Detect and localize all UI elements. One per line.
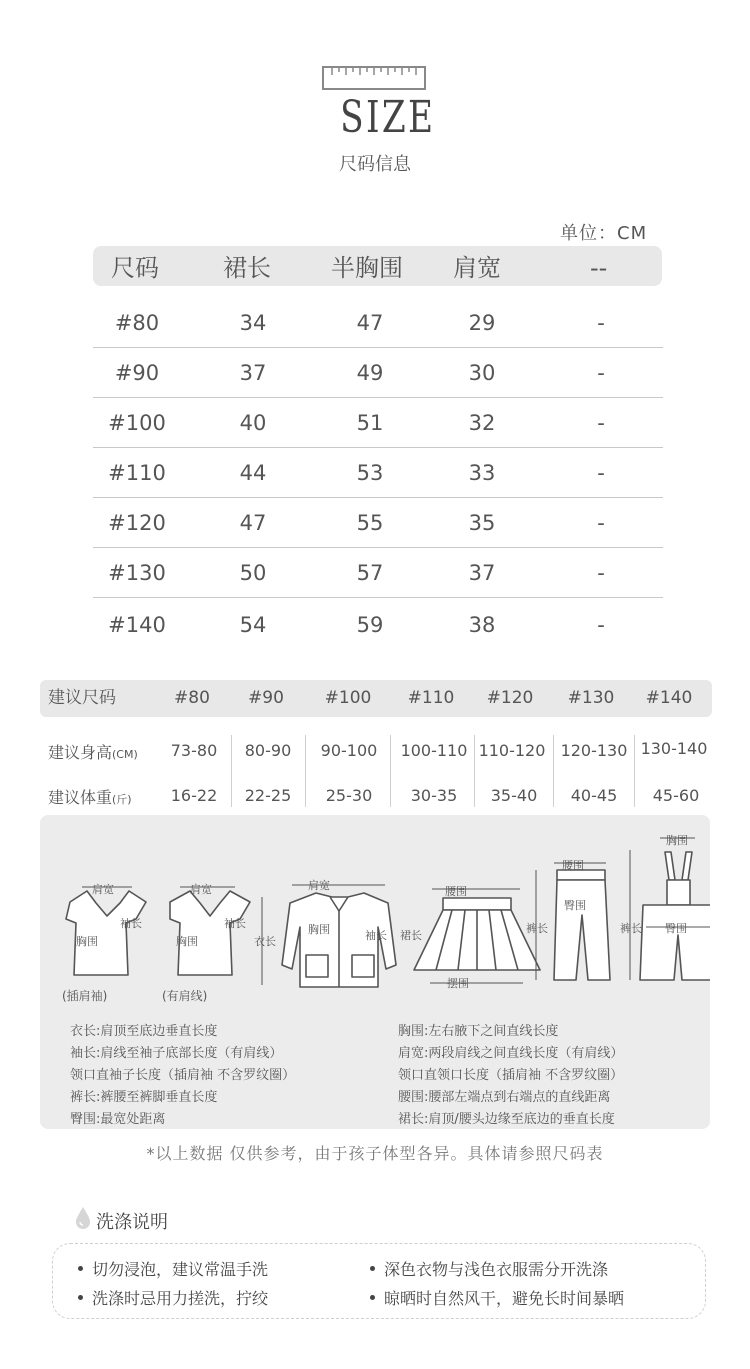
cell-size: #90 bbox=[114, 361, 160, 385]
water-drop-icon bbox=[74, 1206, 92, 1230]
cell-size: #80 bbox=[114, 311, 160, 335]
label-chest: 胸围 bbox=[76, 935, 98, 948]
page-subtitle: 尺码信息 bbox=[339, 154, 411, 175]
cell-half-chest: 57 bbox=[356, 561, 384, 585]
cell-size: #110 bbox=[108, 461, 166, 485]
label-sleeve: 袖长 bbox=[365, 929, 387, 942]
table-row bbox=[93, 548, 663, 598]
table-row bbox=[93, 348, 663, 398]
rec-size: #80 bbox=[174, 688, 210, 708]
cell-extra: - bbox=[597, 411, 605, 435]
label-waist: 腰围 bbox=[562, 859, 584, 872]
rec-weight: 30-35 bbox=[410, 786, 458, 805]
cell-skirt-length: 40 bbox=[239, 411, 267, 435]
recommend-table-header bbox=[40, 680, 712, 717]
label-length: 衣长 bbox=[254, 935, 276, 948]
cell-extra: - bbox=[597, 461, 605, 485]
column-divider bbox=[553, 735, 554, 807]
cell-shoulder: 30 bbox=[468, 361, 496, 385]
rec-height: 100-110 bbox=[400, 741, 468, 760]
washing-item: 晾晒时自然风干，避免长时间暴晒 bbox=[370, 1286, 624, 1309]
label-chest: 胸围 bbox=[176, 935, 198, 948]
table-row bbox=[93, 298, 663, 348]
cell-extra: - bbox=[597, 361, 605, 385]
rec-weight: 25-30 bbox=[325, 786, 373, 805]
measurement-diagram-panel bbox=[40, 815, 710, 1129]
table-row bbox=[93, 498, 663, 548]
cell-size: #100 bbox=[108, 411, 166, 435]
washing-item: 切勿浸泡，建议常温手洗 bbox=[78, 1257, 268, 1280]
bullet-icon bbox=[370, 1266, 375, 1271]
rec-size: #140 bbox=[645, 688, 693, 708]
cell-half-chest: 47 bbox=[356, 311, 384, 335]
page-title: SIZE bbox=[340, 92, 436, 143]
cell-skirt-length: 50 bbox=[239, 561, 267, 585]
cell-shoulder: 35 bbox=[468, 511, 496, 535]
rec-weight: 45-60 bbox=[652, 786, 700, 805]
cell-shoulder: 37 bbox=[468, 561, 496, 585]
cell-extra: - bbox=[597, 613, 605, 637]
rec-height: 120-130 bbox=[560, 741, 628, 760]
definition-right: 胸围:左右腋下之间直线长度 bbox=[398, 1024, 559, 1039]
rec-weight: 16-22 bbox=[170, 786, 218, 805]
weight-label: 建议体重(斤) bbox=[48, 788, 132, 807]
definition-left: 裤长:裤腰至裤脚垂直长度 bbox=[70, 1090, 218, 1105]
height-label: 建议身高(CM) bbox=[48, 743, 138, 762]
table-row bbox=[93, 398, 663, 448]
cell-half-chest: 49 bbox=[356, 361, 384, 385]
washing-item: 洗涤时忌用力搓洗，拧绞 bbox=[78, 1286, 268, 1309]
caption-raglan: (插肩袖) bbox=[62, 989, 108, 1003]
ruler-icon bbox=[322, 66, 426, 92]
washing-item: 深色衣物与浅色衣服需分开洗涤 bbox=[370, 1257, 608, 1280]
rec-size: #110 bbox=[407, 688, 455, 708]
cell-skirt-length: 47 bbox=[239, 511, 267, 535]
cell-shoulder: 29 bbox=[468, 311, 496, 335]
column-divider bbox=[231, 735, 232, 807]
column-divider bbox=[474, 735, 475, 807]
rec-height: 80-90 bbox=[244, 741, 292, 760]
rec-height: 130-140 bbox=[640, 739, 708, 758]
definition-left: 领口直袖子长度（插肩袖 不含罗纹圈） bbox=[70, 1068, 296, 1083]
label-shoulder: 肩宽 bbox=[92, 883, 114, 896]
cell-skirt-length: 44 bbox=[239, 461, 267, 485]
cell-half-chest: 59 bbox=[356, 613, 384, 637]
column-divider bbox=[390, 735, 391, 807]
label-hip: 臀围 bbox=[564, 899, 586, 912]
definition-right: 领口直领口长度（插肩袖 不含罗纹圈） bbox=[398, 1068, 624, 1083]
label-pants-length: 裤长 bbox=[620, 922, 642, 935]
label-pants-length: 裤长 bbox=[526, 922, 548, 935]
cell-shoulder: 33 bbox=[468, 461, 496, 485]
cell-size: #130 bbox=[108, 561, 166, 585]
header-shoulder: 肩宽 bbox=[453, 254, 501, 282]
label-waist: 腰围 bbox=[445, 885, 467, 898]
bullet-icon bbox=[78, 1295, 83, 1300]
column-divider bbox=[634, 735, 635, 807]
bullet-icon bbox=[370, 1295, 375, 1300]
cell-half-chest: 53 bbox=[356, 461, 384, 485]
disclaimer-text: *以上数据 仅供参考，由于孩子体型各异。具体请参照尺码表 bbox=[146, 1144, 604, 1163]
label-shoulder: 肩宽 bbox=[308, 879, 330, 892]
definition-left: 臀围:最宽处距离 bbox=[70, 1112, 166, 1127]
definition-right: 肩宽:两段肩线之间直线长度（有肩线） bbox=[398, 1046, 624, 1061]
cell-half-chest: 51 bbox=[356, 411, 384, 435]
rec-size: #130 bbox=[567, 688, 615, 708]
definition-right: 腰围:腰部左端点到右端点的直线距离 bbox=[398, 1090, 611, 1105]
cell-skirt-length: 34 bbox=[239, 311, 267, 335]
definition-right: 裙长:肩顶/腰头边缘至底边的垂直长度 bbox=[398, 1112, 615, 1127]
cell-skirt-length: 37 bbox=[239, 361, 267, 385]
label-hip: 臀围 bbox=[665, 922, 687, 935]
cell-extra: - bbox=[597, 561, 605, 585]
skirt-icon bbox=[414, 898, 540, 970]
label-skirt-length: 裙长 bbox=[400, 929, 422, 942]
header-size: 尺码 bbox=[111, 254, 159, 282]
overalls-icon bbox=[640, 852, 710, 980]
definition-left: 袖长:肩线至袖子底部长度（有肩线） bbox=[70, 1046, 283, 1061]
size-table-header bbox=[93, 246, 662, 286]
unit-label: 单位：CM bbox=[560, 223, 648, 244]
washing-instructions-box bbox=[52, 1243, 706, 1319]
label-shoulder: 肩宽 bbox=[190, 883, 212, 896]
table-row bbox=[93, 600, 663, 650]
rec-height: 110-120 bbox=[478, 741, 546, 760]
cell-half-chest: 55 bbox=[356, 511, 384, 535]
rec-size: #120 bbox=[486, 688, 534, 708]
rec-height: 73-80 bbox=[170, 741, 218, 760]
rec-weight: 22-25 bbox=[244, 786, 292, 805]
cell-size: #120 bbox=[108, 511, 166, 535]
table-row bbox=[93, 448, 663, 498]
washing-title: 洗涤说明 bbox=[96, 1212, 168, 1233]
header-half-chest: 半胸围 bbox=[331, 254, 403, 282]
column-divider bbox=[305, 735, 306, 807]
header-skirt-length: 裙长 bbox=[223, 254, 271, 282]
bullet-icon bbox=[78, 1266, 83, 1271]
header-recommended-size: 建议尺码 bbox=[48, 688, 116, 708]
cell-size: #140 bbox=[108, 613, 166, 637]
header-extra: -- bbox=[590, 254, 608, 282]
label-sleeve: 袖长 bbox=[224, 917, 246, 930]
cell-extra: - bbox=[597, 511, 605, 535]
label-hem: 摆围 bbox=[447, 977, 469, 990]
label-chest: 胸围 bbox=[308, 923, 330, 936]
cell-extra: - bbox=[597, 311, 605, 335]
rec-size: #100 bbox=[324, 688, 372, 708]
rec-size: #90 bbox=[248, 688, 284, 708]
rec-weight: 35-40 bbox=[490, 786, 538, 805]
pants-icon bbox=[554, 870, 610, 980]
cell-shoulder: 38 bbox=[468, 613, 496, 637]
caption-shoulder-line: (有肩线) bbox=[162, 989, 208, 1003]
definition-left: 衣长:肩顶至底边垂直长度 bbox=[70, 1024, 218, 1039]
cell-skirt-length: 54 bbox=[239, 613, 267, 637]
label-chest: 胸围 bbox=[666, 834, 688, 847]
label-sleeve: 袖长 bbox=[120, 917, 142, 930]
rec-weight: 40-45 bbox=[570, 786, 618, 805]
rec-height: 90-100 bbox=[320, 741, 378, 760]
cell-shoulder: 32 bbox=[468, 411, 496, 435]
row-divider bbox=[93, 597, 663, 598]
